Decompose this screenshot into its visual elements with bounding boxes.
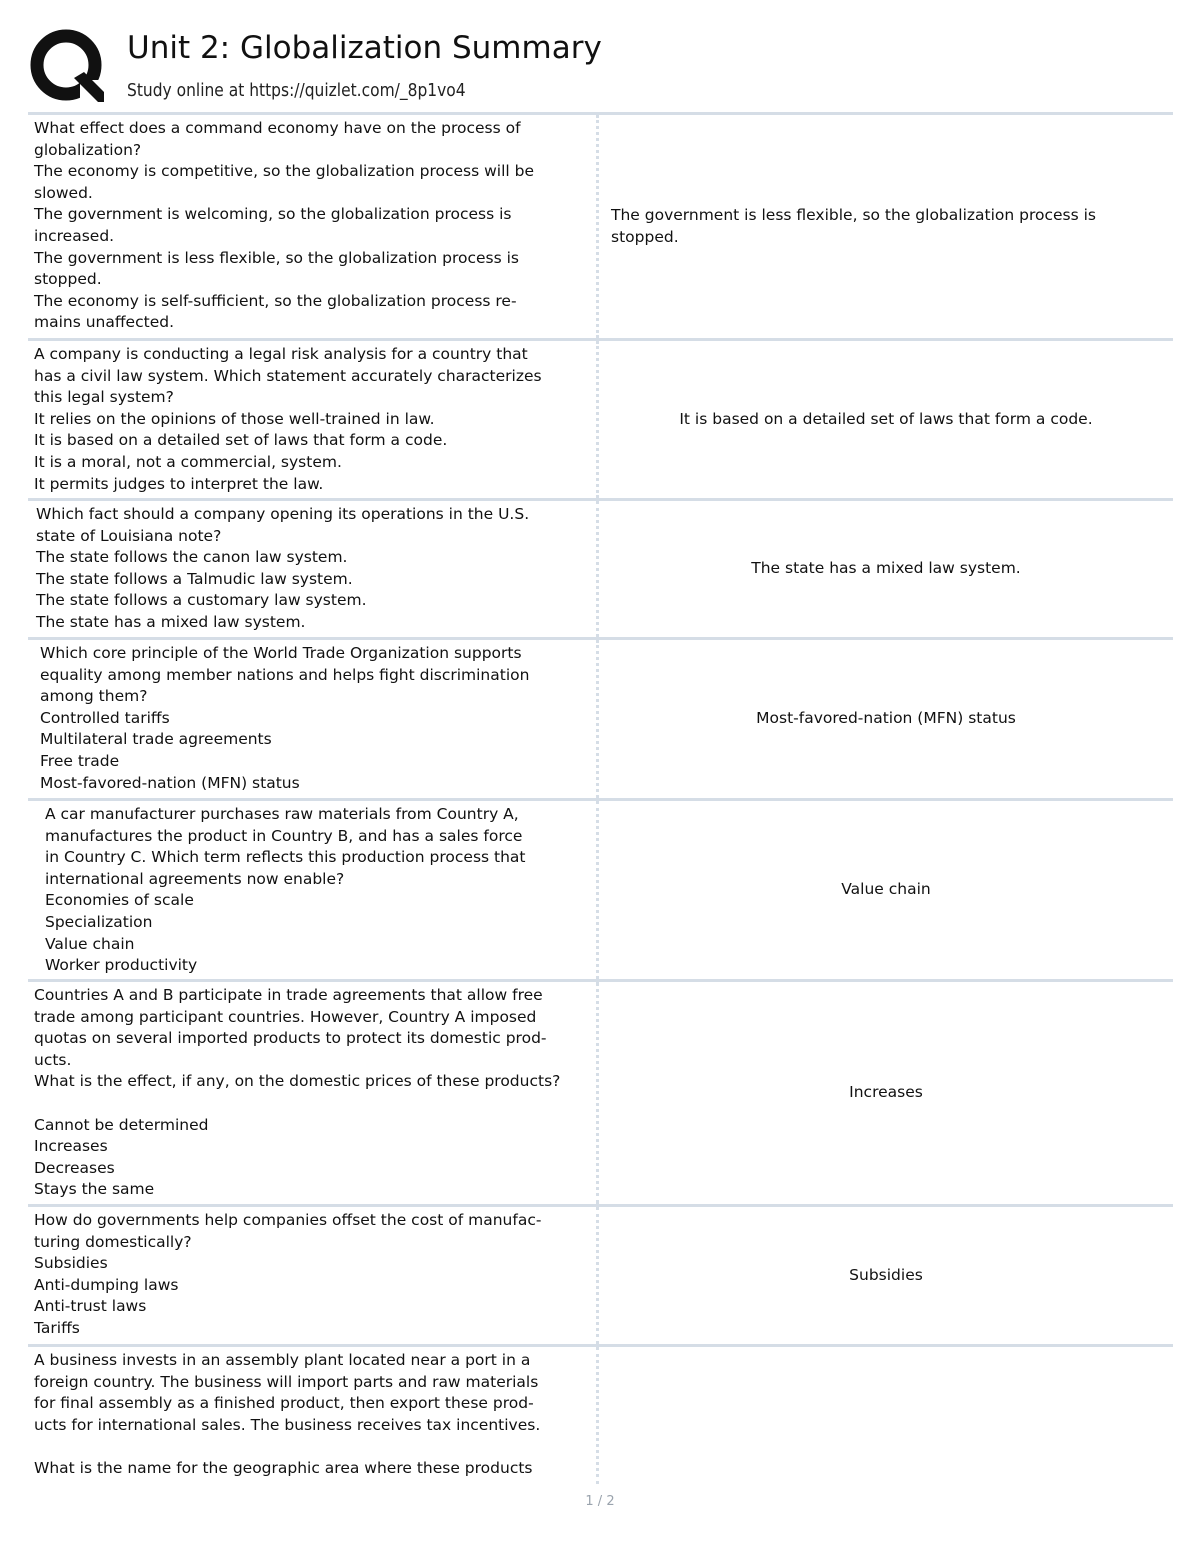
term-line: The government is less flexible, so the globalization process is <box>34 248 519 267</box>
flashcard-row <box>28 1204 1173 1344</box>
flashcard-term <box>28 801 599 979</box>
flashcard-list <box>28 112 1173 1484</box>
page-indicator: 1 / 2 <box>585 1494 615 1509</box>
study-online-link[interactable]: Study online at https://quizlet.com/_8p1vo4 <box>127 80 466 101</box>
term-line: increased. <box>34 226 115 245</box>
term-line: turing domestically? <box>34 1232 192 1251</box>
definition-line: Most-favored-nation (MFN) status <box>756 709 1016 728</box>
term-line: Cannot be determined <box>34 1115 209 1134</box>
term-line: Anti-dumping laws <box>34 1275 179 1294</box>
term-line: Increases <box>34 1137 108 1156</box>
term-line: It is based on a detailed set of laws that form a code. <box>34 431 448 450</box>
term-line: The state has a mixed law system. <box>36 612 306 631</box>
term-line: this legal system? <box>34 388 174 407</box>
term-line: How do governments help companies offset the cost of manufac- <box>34 1211 542 1229</box>
term-line: Tariffs <box>34 1318 80 1337</box>
term-line: Which core principle of the World Trade Organization supports <box>40 644 522 662</box>
definition-text <box>841 879 930 901</box>
definition-line: Increases <box>849 1083 923 1102</box>
term-line: The government is welcoming, so the globalization process is <box>34 205 512 224</box>
definition-line: stopped. <box>611 227 679 246</box>
term-line: foreign country. The business will import parts and raw materials <box>34 1372 539 1391</box>
term-line: It relies on the opinions of those well-trained in law. <box>34 409 435 428</box>
term-line: It permits judges to interpret the law. <box>34 474 324 493</box>
term-line: Multilateral trade agreements <box>40 730 272 749</box>
definition-line: Subsidies <box>849 1265 923 1284</box>
term-line: A car manufacturer purchases raw materials from Country A, <box>45 805 519 823</box>
term-line: What is the name for the geographic area where these products <box>34 1458 533 1477</box>
term-line: Countries A and B participate in trade agreements that allow free <box>34 986 543 1004</box>
term-line: The state follows a customary law system. <box>36 591 367 610</box>
definition-line: It is based on a detailed set of laws that form a code. <box>679 409 1093 428</box>
flashcard-row <box>28 338 1173 498</box>
flashcard-term <box>28 1347 599 1484</box>
term-line: Free trade <box>40 751 120 770</box>
flashcard-row <box>28 112 1173 338</box>
page-header <box>28 28 1178 112</box>
term-line: A business invests in an assembly plant located near a port in a <box>34 1351 531 1369</box>
flashcard-definition <box>599 801 1173 979</box>
term-line: ucts for international sales. The business receives tax incentives. <box>34 1415 541 1434</box>
definition-line: The government is less flexible, so the globalization process is <box>611 205 1096 224</box>
term-line: has a civil law system. Which statement accurately characterizes <box>34 366 542 385</box>
definition-text <box>849 1265 923 1287</box>
term-line: trade among participant countries. However, Country A imposed <box>34 1007 537 1026</box>
quizlet-logo-icon <box>28 28 108 108</box>
term-line: The state follows the canon law system. <box>36 548 348 567</box>
term-line: Controlled tariffs <box>40 708 170 727</box>
definition-line: The state has a mixed law system. <box>751 559 1021 578</box>
term-line: manufactures the product in Country B, and has a sales force <box>45 826 523 845</box>
term-line: Value chain <box>45 934 135 953</box>
flashcard-term <box>28 341 599 498</box>
flashcard-definition <box>599 341 1173 498</box>
term-line: globalization? <box>34 140 142 159</box>
definition-text <box>751 558 1020 580</box>
flashcard-term <box>28 501 599 637</box>
term-line: equality among member nations and helps fight discrimination <box>40 665 530 684</box>
flashcard-definition <box>599 1347 1173 1484</box>
flashcard-row <box>28 979 1173 1204</box>
term-line: ucts. <box>34 1050 72 1069</box>
flashcard-definition <box>599 640 1173 798</box>
flashcard-term <box>28 982 599 1204</box>
definition-text <box>756 708 1016 730</box>
term-line: What effect does a command economy have on the process of <box>34 119 521 137</box>
term-line: Anti-trust laws <box>34 1297 147 1316</box>
flashcard-row <box>28 798 1173 979</box>
term-line: Most-favored-nation (MFN) status <box>40 773 300 792</box>
term-line <box>34 1093 590 1115</box>
term-line: Worker productivity <box>45 956 198 975</box>
term-line: The state follows a Talmudic law system. <box>36 569 353 588</box>
term-line: Economies of scale <box>45 891 194 910</box>
term-line: state of Louisiana note? <box>36 526 222 545</box>
term-line: The economy is competitive, so the globalization process will be <box>34 162 534 181</box>
flashcard-definition <box>599 115 1173 338</box>
term-line: The economy is self-sufficient, so the globalization process re- <box>34 291 517 310</box>
flashcard-row <box>28 498 1173 637</box>
term-line: in Country C. Which term reflects this production process that <box>45 848 526 867</box>
flashcard-definition <box>599 982 1173 1204</box>
flashcard-definition <box>599 1207 1173 1344</box>
definition-text <box>611 205 1096 248</box>
definition-text <box>849 1082 923 1104</box>
flashcard-row <box>28 1344 1173 1484</box>
term-line: stopped. <box>34 270 102 289</box>
term-line: Specialization <box>45 912 153 931</box>
definition-text <box>679 409 1092 431</box>
term-line: A company is conducting a legal risk analysis for a country that <box>34 345 528 363</box>
flashcard-definition <box>599 501 1173 637</box>
term-line: It is a moral, not a commercial, system. <box>34 452 342 471</box>
term-line: international agreements now enable? <box>45 869 345 888</box>
term-line: among them? <box>40 687 148 706</box>
flashcard-term <box>28 115 599 338</box>
flashcard-row <box>28 637 1173 798</box>
term-line: What is the effect, if any, on the domestic prices of these products? <box>34 1072 561 1091</box>
page-title: Unit 2: Globalization Summary <box>127 30 602 66</box>
term-line: Decreases <box>34 1158 115 1177</box>
term-line: Subsidies <box>34 1254 108 1273</box>
definition-line: Value chain <box>841 880 931 899</box>
term-line: quotas on several imported products to protect its domestic prod- <box>34 1029 547 1048</box>
term-line: for final assembly as a finished product, then export these prod- <box>34 1394 534 1413</box>
term-line: Which fact should a company opening its operations in the U.S. <box>36 505 530 523</box>
term-line: mains unaffected. <box>34 313 174 332</box>
flashcard-term <box>28 1207 599 1344</box>
term-line: Stays the same <box>34 1180 155 1199</box>
term-line: slowed. <box>34 183 93 202</box>
flashcard-term <box>28 640 599 798</box>
term-line <box>34 1436 590 1458</box>
